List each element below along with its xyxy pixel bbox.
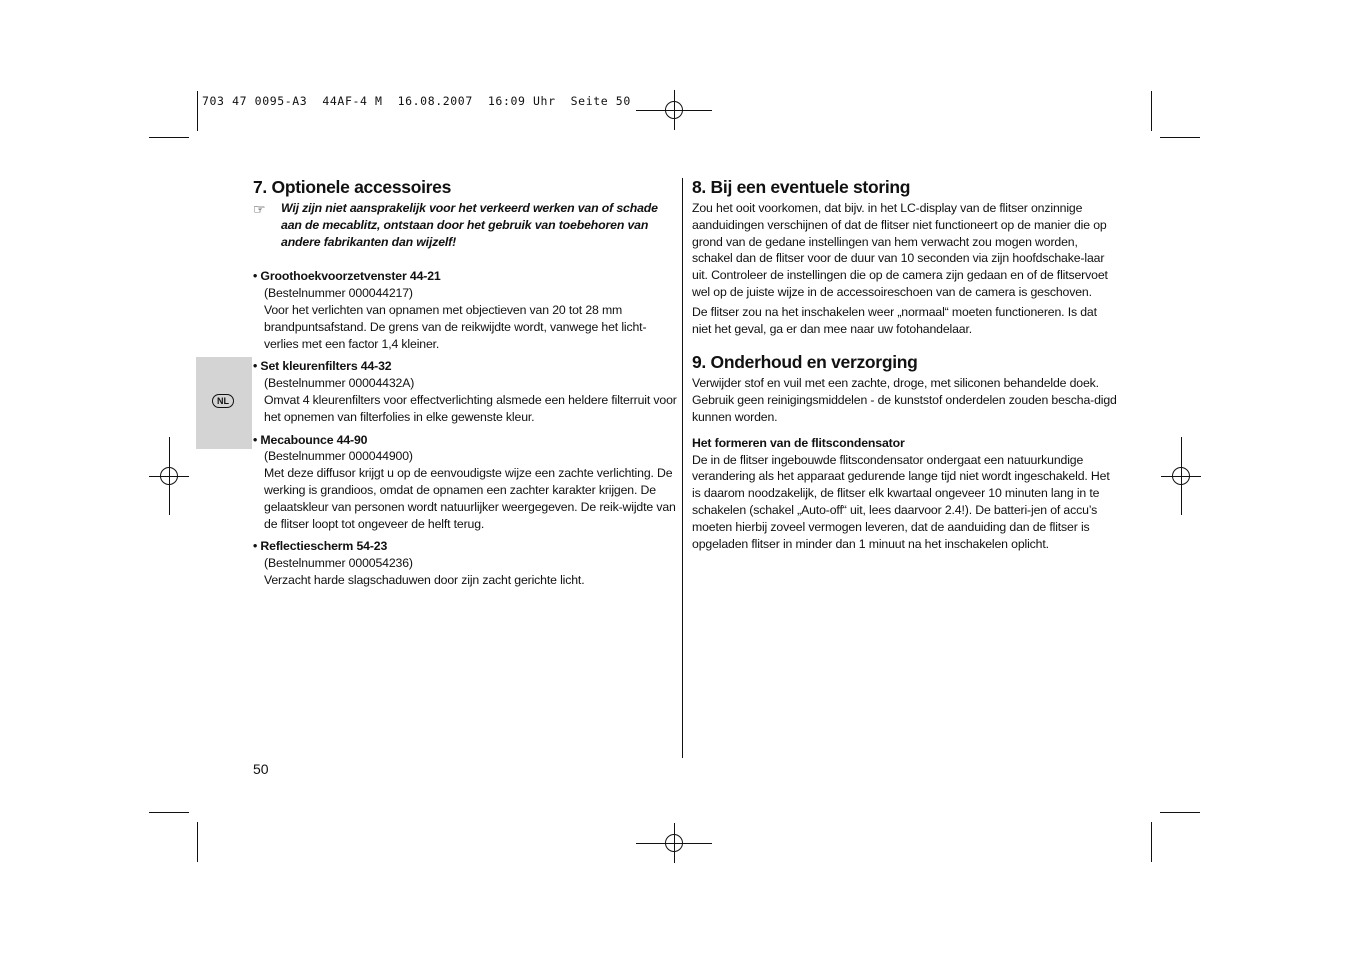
subheading-capacitor: Het formeren van de flitscondensator (692, 435, 905, 450)
pointing-hand-icon: ☞ (253, 201, 266, 217)
accessory-description: Met deze diffusor krijgt u op de eenvoudigste wijze een zachte verlichting. De werking is grandioos, omdat de opnamen een zachter karakter krijgen. De gelaatskleur van personen wordt natuurlijker weergegeven. De reik-wijdte van de flitser loopt tot ongeveer de helft terug. (264, 466, 676, 531)
left-column (253, 176, 677, 595)
language-badge: NL (212, 394, 234, 408)
section-heading-fault: 8. Bij een eventuele storing (692, 177, 911, 197)
accessory-item (253, 538, 677, 588)
accessory-order-number: (Bestelnummer 000044217) (264, 286, 413, 301)
accessory-description: Voor het verlichten van opnamen met objectieven van 20 tot 28 mm brandpuntsafstand. De grens van de reikwijdte wordt, vanwege het licht-verlies met een factor 1,4 kleiner. (264, 302, 647, 351)
accessory-order-number: (Bestelnummer 00004432A) (264, 376, 415, 391)
accessory-item (253, 268, 677, 352)
accessory-title: • Groothoekvoorzetvenster 44-21 (253, 269, 441, 284)
accessory-item (253, 432, 677, 533)
crop-mark (197, 822, 198, 862)
crop-mark (1151, 91, 1152, 131)
accessory-order-number: (Bestelnummer 000044900) (264, 449, 413, 464)
capacitor-paragraph: De in de flitser ingebouwde flitscondensator ondergaat een natuurkundige verandering als het apparaat gedurende lange tijd niet wordt ingeschakeld. Het is daarom noodzakelijk, de flitser elk kwartaal ongeveer 10 minuten lang in te schakelen (schakel „Auto-off“ uit, lees daarvoor 2.4!). De batteri-jen of accu’s moeten hierbij zoveel vermogen leveren, dat de aanduiding dan de flitser is opgeladen flitser in minder dan 1 minuut na het inschakelen oplicht. (692, 452, 1110, 551)
accessory-title: • Set kleurenfilters 44-32 (253, 359, 392, 374)
accessory-item (253, 358, 677, 425)
crop-mark (1151, 822, 1152, 862)
disclaimer-note (253, 200, 677, 250)
print-slug: 703 47 0095-A3 44AF-4 M 16.08.2007 16:09 Uhr Seite 50 (202, 94, 631, 108)
fault-paragraph: Zou het ooit voorkomen, dat bijv. in het LC-display van de flitser onzinnige aanduidingen verschijnen of dat de flitser niet functioneert op de manier die op grond van de gedane instellingen van hem verwacht zou mogen worden, schakel dan de flitser voor de duur van 10 seconden via zijn hoofdschake-laar uit. Controleer de instellingen die op de camera zijn gedaan en of de flitservoet wel op de juiste wijze in de accessoireschoen van de camera is geschoven. (692, 201, 1108, 299)
crop-mark (149, 812, 189, 813)
accessory-description: Verzacht harde slagschaduwen door zijn zacht gerichte licht. (264, 572, 585, 587)
maintenance-paragraph: Verwijder stof en vuil met een zachte, droge, met siliconen behandelde doek. Gebruik geen reinigingsmiddelen - de kunststof onderdelen zouden bescha-digd kunnen worden. (692, 376, 1117, 424)
accessory-order-number: (Bestelnummer 000054236) (264, 556, 413, 571)
crop-mark (197, 91, 198, 131)
crop-mark (1160, 812, 1200, 813)
right-column (692, 176, 1118, 552)
page-number: 50 (253, 761, 269, 777)
section-heading-accessories: 7. Optionele accessoires (253, 177, 452, 197)
language-tab (196, 357, 252, 449)
section-heading-maintenance: 9. Onderhoud en verzorging (692, 352, 918, 373)
accessory-title: • Mecabounce 44-90 (253, 432, 368, 447)
column-divider (682, 178, 683, 758)
accessory-description: Omvat 4 kleurenfilters voor effectverlichting alsmede een heldere filterruit voor het opnemen van filterfolies in elke gewenste kleur. (264, 392, 677, 424)
crop-mark (1160, 137, 1200, 138)
crop-mark (149, 137, 189, 138)
accessory-title: • Reflectiescherm 54-23 (253, 539, 388, 554)
disclaimer-text: Wij zijn niet aansprakelijk voor het verkeerd werken van of schade aan de mecablitz, ontstaan door het gebruik van toebehoren van andere fabrikanten dan wijzelf! (281, 201, 658, 249)
fault-paragraph: De flitser zou na het inschakelen weer „normaal“ moeten functioneren. Is dat niet het geval, ga er dan mee naar uw fotohandelaar. (692, 304, 1097, 336)
